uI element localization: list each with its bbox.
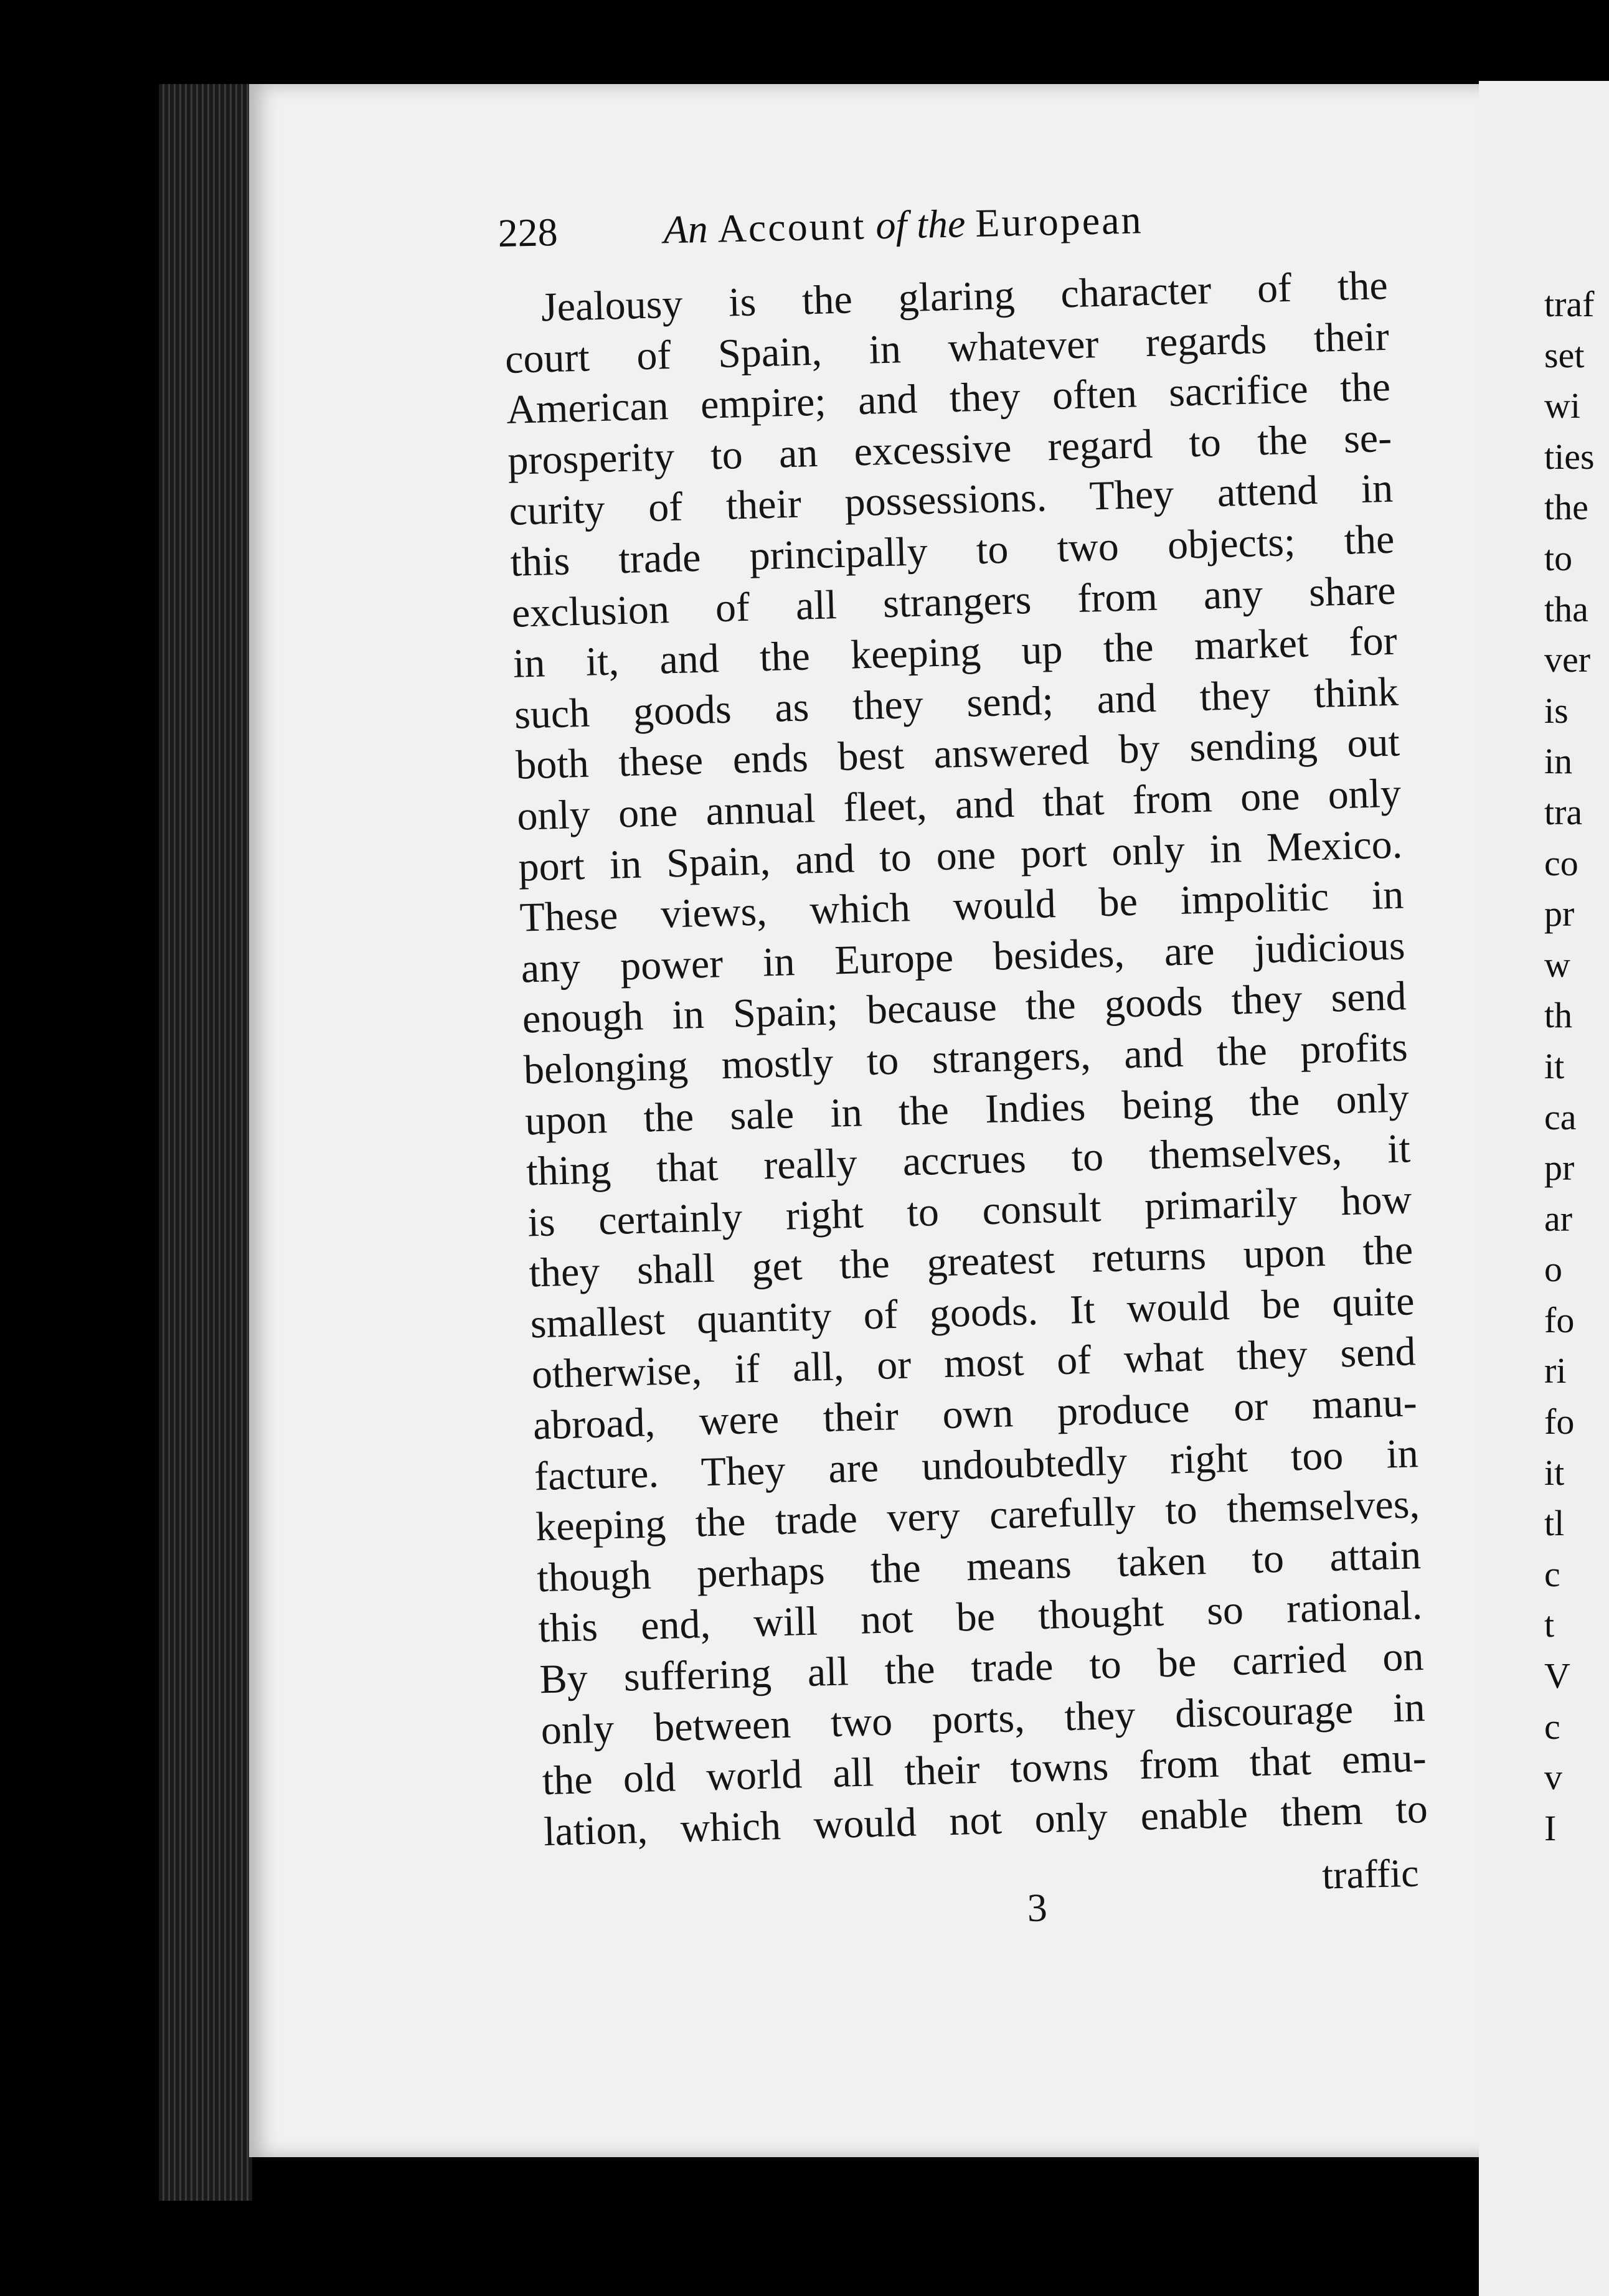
signature-mark: 3 (1026, 1885, 1048, 1930)
text-line: only between two ports, they discourage in (540, 1684, 1426, 1753)
facing-page-line: it (1544, 1045, 1565, 1086)
facing-page-line: it (1544, 1452, 1565, 1493)
text-line: curity of their possessions. They attend in (508, 466, 1394, 535)
facing-page-line: traf (1544, 284, 1595, 324)
facing-page-line: in (1544, 741, 1573, 782)
facing-page-line: ar (1544, 1198, 1573, 1239)
title-word-european: European (974, 197, 1144, 245)
text-line: belonging mostly to strangers, and the profits (523, 1024, 1408, 1093)
text-line: enough in Spain; because the goods they send (522, 973, 1407, 1042)
text-line: this end, will not be thought so rational. (537, 1583, 1423, 1652)
text-line: though perhaps the means taken to attain (536, 1531, 1422, 1601)
facing-page-line: w (1544, 944, 1570, 985)
title-prefix: An (663, 206, 709, 252)
text-line: thing that really accrues to themselves, it (526, 1126, 1411, 1195)
facing-page-text (1544, 279, 1609, 1853)
facing-page-line: tl (1544, 1503, 1565, 1544)
text-line: court of Spain, in whatever regards their (504, 313, 1390, 382)
facing-page-line: th (1544, 995, 1573, 1036)
text-line: prosperity to an excessive regard to the se- (507, 415, 1392, 484)
title-word-account: Account (717, 203, 867, 251)
text-line: port in Spain, and to one port only in Mexico. (517, 821, 1404, 890)
facing-page-line: c (1544, 1553, 1560, 1594)
text-line: in it, and the keeping up the market for (512, 618, 1398, 687)
text-line: abroad, were their own produce or manu- (532, 1380, 1418, 1449)
text-line: any power in Europe besides, are judicious (520, 923, 1406, 992)
facing-page-line: c (1544, 1706, 1560, 1747)
facing-page-line: V (1544, 1655, 1570, 1696)
page-edges (159, 84, 252, 2201)
facing-page-line: co (1544, 842, 1578, 883)
facing-page-line: wi (1544, 385, 1580, 426)
facing-page-line: is (1544, 690, 1569, 731)
text-line: is certainly right to consult primarily how (527, 1177, 1412, 1246)
text-line: facture. They are undoubtedly right too in (534, 1430, 1419, 1499)
title-of-the: of the (875, 201, 966, 248)
text-line: smallest quantity of goods. It would be quite (529, 1278, 1415, 1347)
facing-page-line: pr (1544, 1147, 1575, 1188)
facing-page-line: ver (1544, 639, 1591, 680)
facing-page-line: ties (1544, 436, 1595, 477)
text-line: Jealousy is the glaring character of the (540, 262, 1389, 331)
text-line: otherwise, if all, or most of what they send (531, 1329, 1417, 1398)
body-text (503, 260, 1428, 1858)
facing-page-line: I (1544, 1807, 1557, 1848)
text-line: only one annual fleet, and that from one only (516, 770, 1402, 839)
facing-page-line: fo (1544, 1401, 1575, 1442)
text-line: By suffering all the trade to be carried on (539, 1634, 1425, 1703)
facing-page-line: v (1544, 1757, 1562, 1798)
facing-page-line: to (1544, 537, 1573, 578)
facing-page-line: the (1544, 487, 1588, 528)
text-line: lation, which would not only enable them to (543, 1786, 1428, 1855)
text-line: this trade principally to two objects; the (509, 516, 1395, 585)
text-line: These views, which would be impolitic in (519, 872, 1405, 941)
text-line: exclusion of all strangers from any share (511, 567, 1397, 636)
facing-page-line: ri (1544, 1350, 1567, 1391)
facing-page-line: set (1544, 334, 1585, 375)
text-line: American empire; and they often sacrifice the (506, 364, 1391, 433)
text-line: upon the sale in the Indies being the only (524, 1075, 1410, 1144)
page-number: 228 (497, 210, 559, 255)
facing-page-line: tra (1544, 791, 1583, 832)
facing-page-line: t (1544, 1604, 1555, 1645)
facing-page-line: ca (1544, 1096, 1577, 1137)
text-line: the old world all their towns from that emu- (542, 1735, 1427, 1804)
facing-page-line: tha (1544, 588, 1588, 629)
text-line: such goods as they send; and they think (514, 669, 1399, 738)
text-line: keeping the trade very carefully to themselves, (535, 1481, 1420, 1550)
facing-page-line: pr (1544, 893, 1575, 934)
text-line: they shall get the greatest returns upon the (528, 1227, 1414, 1296)
facing-page-line: o (1544, 1249, 1562, 1290)
catchword: traffic (1321, 1850, 1420, 1898)
text-line: both these ends best answered by sending out (515, 719, 1400, 789)
facing-page-line: fo (1544, 1299, 1575, 1340)
